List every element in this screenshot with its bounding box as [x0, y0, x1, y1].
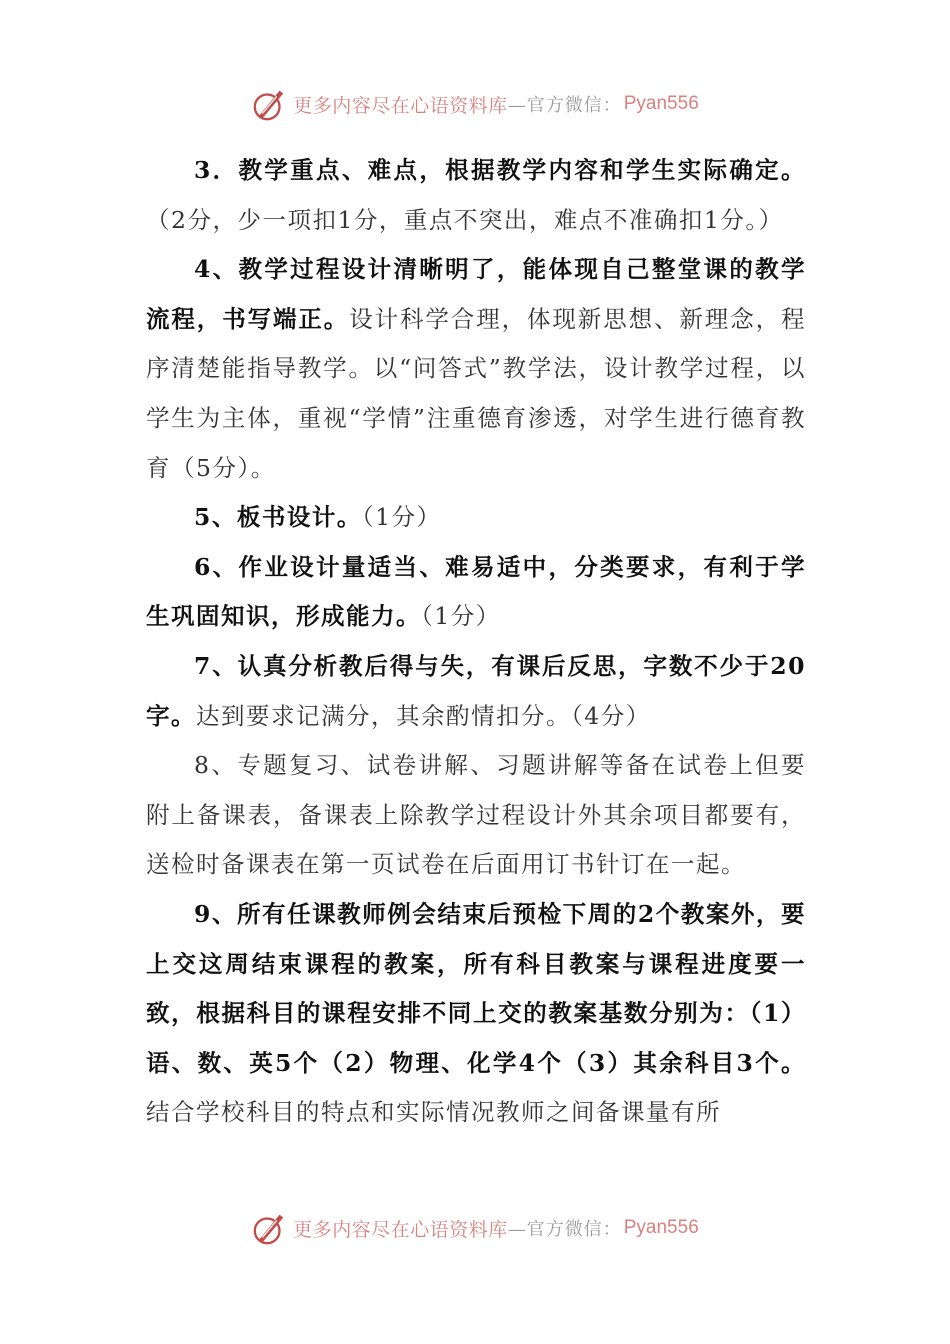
footer-banner: [0, 1208, 950, 1248]
banner-wechat-label: —官方微信：: [507, 1219, 622, 1240]
quill-logo-icon: [251, 85, 289, 123]
paragraph-9: 9、所有任课教师例会结束后预检下周的2个教案外，要上交这周结束课程的教案，所有科目教案与课程进度要一致，根据科目的课程安排不同上交的教案基数分别为：（1）语、数、英5个（2）物理、化学4个（3）其余科目3个。结合学校科目的特点和实际情况教师之间备课量有所: [146, 899, 806, 1127]
paragraph-7: 7、认真分析教后得与失，有课后反思，字数不少于20字。达到要求记满分，其余酌情扣分。（4分）: [146, 651, 806, 730]
document-body: [146, 146, 806, 1138]
banner-wechat-id: Pyan556: [623, 1217, 699, 1238]
banner-text: 更多内容尽在心语资料库: [293, 1218, 508, 1241]
banner-wechat-id: Pyan556: [623, 93, 699, 114]
banner-wechat-label: —官方微信：: [507, 95, 622, 116]
banner-text: 更多内容尽在心语资料库: [293, 94, 508, 117]
quill-logo-icon: [251, 1209, 289, 1247]
paragraph-8: 8、专题复习、试卷讲解、习题讲解等备在试卷上但要附上备课表，备课表上除教学过程设计外其余项目都要有，送检时备课表在第一页试卷在后面用订书针订在一起。: [146, 751, 806, 879]
paragraph-3: 3．教学重点、难点，根据教学内容和学生实际确定。（2分，少一项扣1分，重点不突出，难点不准确扣1分。）: [146, 156, 806, 234]
paragraph-6: 6、作业设计量适当、难易适中，分类要求，有利于学生巩固知识，形成能力。（1分）: [146, 552, 806, 631]
paragraph-5: 5、板书设计。（1分）: [194, 503, 442, 532]
header-banner: [0, 84, 950, 124]
paragraph-4: 4、教学过程设计清晰明了，能体现自己整堂课的教学流程，书写端正。设计科学合理，体现新思想、新理念，程序清楚能指导教学。以“问答式”教学法，设计教学过程，以学生为主体，重视“学情”注重德育渗透，对学生进行德育教育（5分）。: [146, 255, 807, 482]
